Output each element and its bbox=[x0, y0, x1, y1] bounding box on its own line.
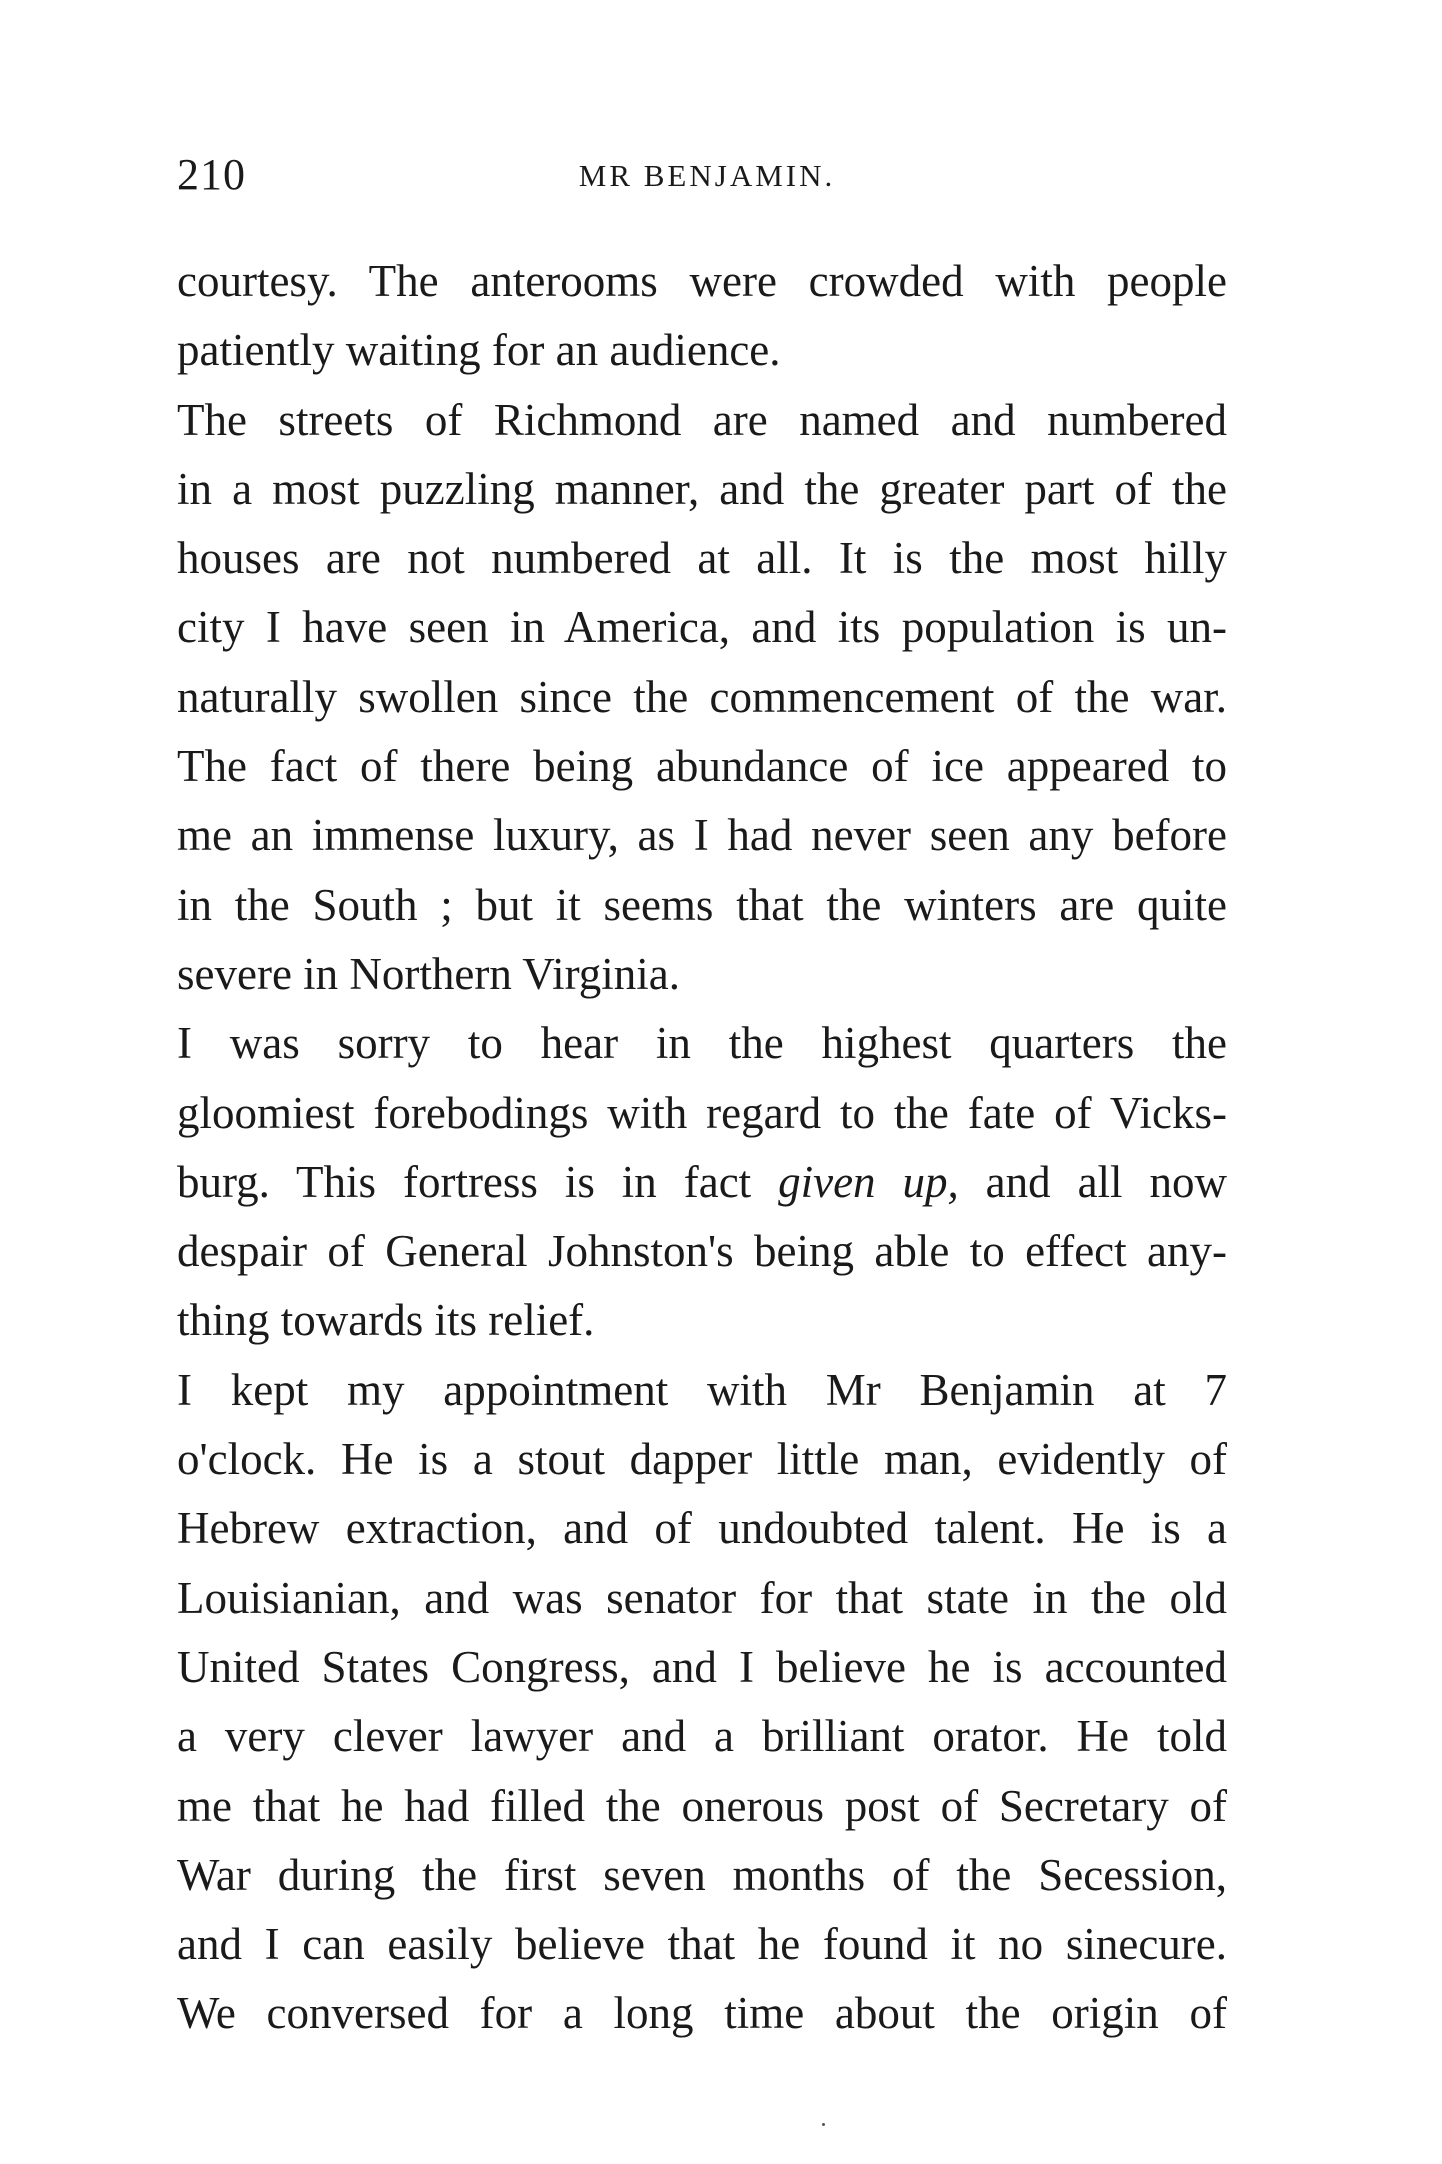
text-line: I was sorry to hear in the highest quarters the bbox=[177, 1018, 1227, 1069]
text-line: despair of General Johnston's being able to effect any- bbox=[177, 1226, 1227, 1277]
text-line: patiently waiting for an audience. bbox=[177, 325, 781, 376]
text-line: o'clock. He is a stout dapper little man, evidently of bbox=[177, 1434, 1227, 1485]
paragraph bbox=[177, 386, 1227, 1010]
text-line: courtesy. The anterooms were crowded with people bbox=[177, 256, 1227, 306]
text-line: I kept my appointment with Mr Benjamin at 7 bbox=[177, 1364, 1227, 1415]
text-line: thing towards its relief. bbox=[177, 1295, 595, 1346]
text-line: naturally swollen since the commencement of the war. bbox=[177, 671, 1227, 722]
text-line: War during the first seven months of the Secession, bbox=[177, 1849, 1227, 1900]
paragraph bbox=[177, 1009, 1227, 1355]
paragraph bbox=[177, 1356, 1227, 2049]
page-number: 210 bbox=[177, 150, 246, 199]
text-line: and I can easily believe that he found it no sinecure. bbox=[177, 1919, 1227, 1970]
text-line: The fact of there being abundance of ice appeared to bbox=[177, 741, 1227, 792]
running-head bbox=[177, 150, 1227, 200]
text-line: in the South ; but it seems that the winters are quite bbox=[177, 879, 1227, 930]
paragraph bbox=[177, 247, 1227, 386]
paper-speck bbox=[822, 2123, 825, 2126]
text-line: me that he had filled the onerous post of Secretary of bbox=[177, 1780, 1227, 1831]
text-line: me an immense luxury, as I had never seen any before bbox=[177, 810, 1227, 861]
text-line: houses are not numbered at all. It is the most hilly bbox=[177, 533, 1227, 584]
text-line: Louisianian, and was senator for that state in the old bbox=[177, 1572, 1227, 1623]
text-line: Hebrew extraction, and of undoubted talent. He is a bbox=[177, 1503, 1227, 1554]
text-line: city I have seen in America, and its population is un- bbox=[177, 602, 1227, 653]
text-line: gloomiest forebodings with regard to the fate of Vicks- bbox=[177, 1087, 1227, 1138]
text-line-with-italic bbox=[177, 1148, 1227, 1217]
text-line: The streets of Richmond are named and numbered bbox=[177, 394, 1227, 445]
text-line: severe in Northern Virginia. bbox=[177, 948, 680, 999]
text-line: a very clever lawyer and a brilliant orator. He told bbox=[177, 1711, 1227, 1762]
italic-phrase: given up, bbox=[778, 1156, 959, 1207]
text-run: and all now bbox=[958, 1156, 1227, 1207]
running-title: MR BENJAMIN. bbox=[578, 158, 836, 193]
text-run: burg. This fortress is in fact bbox=[177, 1156, 779, 1207]
text-line: in a most puzzling manner, and the greater part of the bbox=[177, 463, 1227, 514]
body-text bbox=[177, 247, 1227, 2049]
text-line: United States Congress, and I believe he is accounted bbox=[177, 1641, 1227, 1692]
text-line: We conversed for a long time about the origin of bbox=[177, 1988, 1227, 2039]
